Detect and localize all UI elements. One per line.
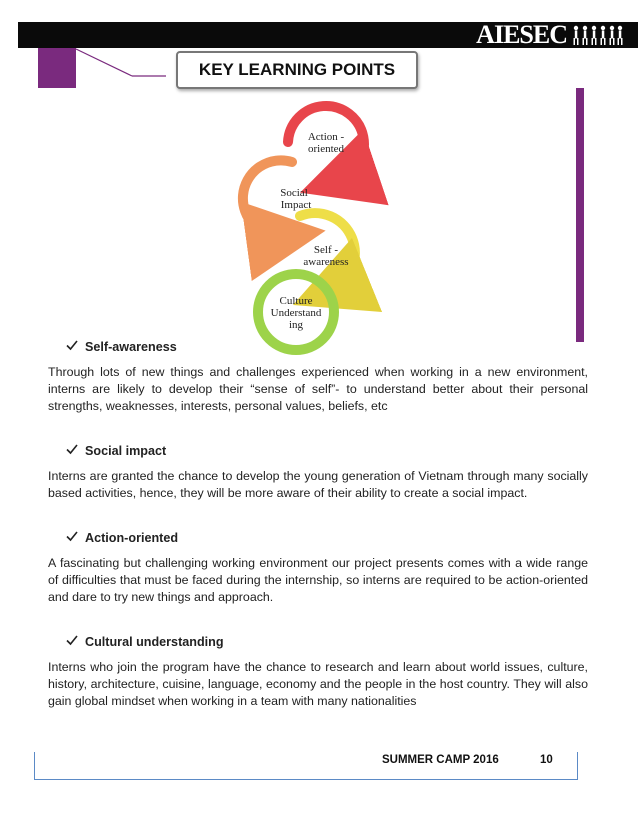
brand-name: AIESEC [476, 20, 567, 49]
aiesec-logo [476, 22, 624, 48]
diagram-node-action-oriented [288, 106, 364, 180]
checkmark-icon [66, 634, 78, 651]
node-label-line: Understand [270, 307, 322, 319]
section-heading [66, 633, 588, 651]
section-self-awareness [48, 338, 588, 415]
node-label-line: Culture [279, 295, 313, 307]
section-heading-text: Self-awareness [85, 339, 177, 354]
checkmark-icon [66, 443, 78, 460]
section-social-impact [48, 442, 588, 502]
learning-cycle-diagram [230, 98, 390, 356]
header-bar [18, 22, 638, 48]
node-label-line: Social [280, 187, 308, 199]
section-paragraph: Through lots of new things and challenges experienced when working in a new environment, interns are likely to develop their “sense of self”- to understand better about their personal strengths, weaknesses, interests, personal values, beliefs, etc [48, 365, 588, 413]
section-heading [66, 442, 588, 460]
section-cultural-understanding [48, 633, 588, 710]
node-label-line: Self - [313, 244, 339, 256]
section-paragraph: Interns are granted the chance to develop the young generation of Vietnam through many socially based activities, hence, they will be more aware of their ability to create a social impact. [48, 469, 588, 500]
node-label-line: awareness [303, 256, 349, 268]
section-heading [66, 338, 588, 356]
diagram-node-social-impact [243, 160, 311, 236]
people-figures-icon [572, 24, 624, 46]
section-paragraph: A fascinating but challenging working environment our project presents comes with a wide range of difficulties that must be faced during the internship, so interns are required to be action-oriented and dare to try new things and approach. [48, 556, 588, 604]
footer-rule [34, 779, 578, 780]
page-number: 10 [540, 754, 553, 766]
footer-label: SUMMER CAMP 2016 [382, 754, 499, 766]
node-label-line: Action - [307, 131, 345, 143]
decorative-diagonal-line [76, 48, 166, 88]
footer-border-right [577, 752, 578, 780]
content-body [48, 338, 588, 710]
section-action-oriented [48, 529, 588, 606]
section-heading-text: Action-oriented [85, 530, 179, 545]
checkmark-icon [66, 530, 78, 547]
section-heading-text: Social impact [85, 443, 167, 458]
section-heading [66, 529, 588, 547]
decorative-side-bar [576, 88, 584, 342]
footer-border-left [34, 752, 35, 780]
decorative-purple-square [38, 48, 76, 88]
section-heading-text: Cultural understanding [85, 634, 224, 649]
node-label-line: oriented [307, 143, 345, 155]
node-label-line: ing [288, 319, 304, 331]
section-paragraph: Interns who join the program have the chance to research and learn about world issues, culture, history, architecture, cuisine, language, economy and the people in the host country. They will also gain global mindset when working in a team with many nationalities [48, 660, 588, 708]
checkmark-icon [66, 339, 78, 356]
node-label-line: Impact [280, 199, 312, 211]
page-title: KEY LEARNING POINTS [176, 51, 418, 89]
